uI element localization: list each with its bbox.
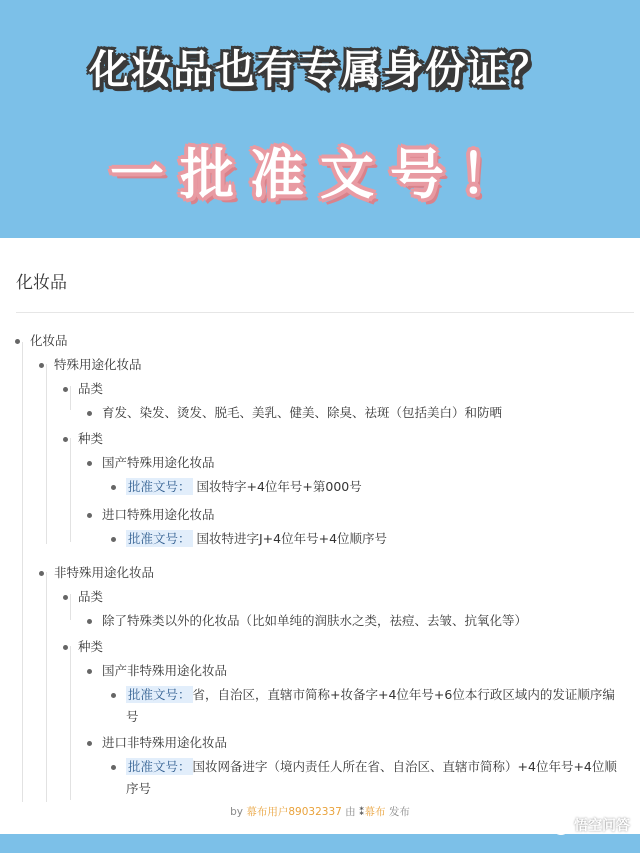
node-label: 国产特殊用途化妆品 (102, 455, 215, 470)
bullet-icon (63, 437, 68, 442)
watermark-text: 悟空问答 (574, 818, 630, 834)
highlight-tag: 批准文号： (128, 759, 191, 774)
node-nonspecial-import[interactable] (102, 732, 227, 754)
author-link[interactable] (246, 806, 341, 818)
footer-publish: 发布 (388, 806, 410, 818)
guide-line (70, 386, 71, 410)
node-nonspecial-domestic[interactable] (102, 660, 227, 682)
footer-credit (0, 804, 640, 819)
highlight-tag: 批准文号： (128, 687, 191, 702)
subheadline: 一批准文号！ (110, 143, 530, 206)
node-nonspecial-category[interactable] (78, 586, 103, 608)
guide-line (22, 342, 23, 802)
bullet-icon (63, 387, 68, 392)
node-label: 除了特殊类以外的化妆品（比如单纯的润肤水之类，祛痘、去皱、抗氧化等） (102, 613, 528, 628)
node-special-category[interactable] (78, 378, 103, 400)
bullet-icon (111, 485, 116, 490)
bullet-icon (87, 619, 92, 624)
node-special-domestic[interactable] (102, 452, 215, 474)
guide-line (70, 646, 71, 800)
node-nonspecial-category-value[interactable] (102, 610, 527, 632)
bottom-strip (0, 834, 640, 853)
node-label: 国妆特字+4位年号+第000号 (196, 479, 362, 494)
node-root[interactable] (30, 330, 68, 352)
node-nonspecial-kind[interactable] (78, 636, 103, 658)
node-special-kind[interactable] (78, 428, 103, 450)
node-label: 品类 (78, 381, 104, 396)
node-label: 进口特殊用途化妆品 (102, 507, 215, 522)
node-label: 非特殊用途化妆品 (54, 565, 155, 580)
footer-via: 由 (345, 806, 356, 818)
bullet-icon (63, 645, 68, 650)
document-title: 化妆品 (16, 273, 67, 293)
bullet-icon (39, 571, 44, 576)
mubu-logo-icon: ⁑ (359, 806, 365, 818)
node-label: 种类 (78, 639, 104, 654)
bullet-icon (87, 741, 92, 746)
node-label: 特殊用途化妆品 (54, 357, 142, 372)
node-nonspecial-import-approval[interactable] (126, 756, 626, 800)
bullet-icon (87, 669, 92, 674)
bullet-icon (87, 461, 92, 466)
bullet-icon (63, 595, 68, 600)
node-special-domestic-approval[interactable] (126, 476, 362, 498)
node-label: 种类 (78, 431, 104, 446)
bullet-icon (87, 411, 92, 416)
node-label: 国妆特进字J+4位年号+4位顺序号 (196, 531, 388, 546)
banner (0, 0, 640, 238)
bullet-icon (111, 765, 116, 770)
node-label: 育发、染发、烫发、脱毛、美乳、健美、除臭、祛斑（包括美白）和防晒 (102, 405, 503, 420)
node-nonspecial-domestic-approval[interactable] (126, 684, 626, 728)
guide-line (46, 572, 47, 802)
node-nonspecial[interactable] (54, 562, 154, 584)
highlight-tag: 批准文号： (128, 531, 191, 546)
guide-line (46, 364, 47, 544)
headline: 化妆品也有专属身份证？ (89, 47, 551, 93)
watermark (552, 815, 630, 835)
node-special-category-value[interactable] (102, 402, 502, 424)
guide-line (70, 594, 71, 620)
wukong-logo-icon (552, 817, 570, 835)
node-special-import-approval[interactable] (126, 528, 387, 550)
node-label: 进口非特殊用途化妆品 (102, 735, 228, 750)
highlight-tag: 批准文号： (128, 479, 191, 494)
node-label: 国产非特殊用途化妆品 (102, 663, 228, 678)
mindmap-card (0, 238, 640, 834)
node-label: 化妆品 (30, 333, 68, 348)
footer-by: by (230, 806, 244, 818)
bullet-icon (111, 693, 116, 698)
divider (16, 312, 634, 313)
author-id: 89032337 (288, 806, 342, 818)
node-special-import[interactable] (102, 504, 215, 526)
bullet-icon (87, 513, 92, 518)
node-label: 品类 (78, 589, 104, 604)
node-label: 省，自治区，直辖市简称+妆备字+4位年号+6位本行政区域内的发证顺序编号 (126, 687, 615, 724)
platform-link[interactable]: 幕布 (364, 806, 386, 818)
author-prefix: 幕布用户 (246, 806, 289, 818)
bullet-icon (39, 363, 44, 368)
node-label: 国妆网备进字（境内责任人所在省、自治区、直辖市简称）+4位年号+4位顺序号 (126, 759, 617, 796)
bullet-icon (15, 339, 20, 344)
guide-line (70, 438, 71, 542)
bullet-icon (111, 537, 116, 542)
node-special[interactable] (54, 354, 142, 376)
